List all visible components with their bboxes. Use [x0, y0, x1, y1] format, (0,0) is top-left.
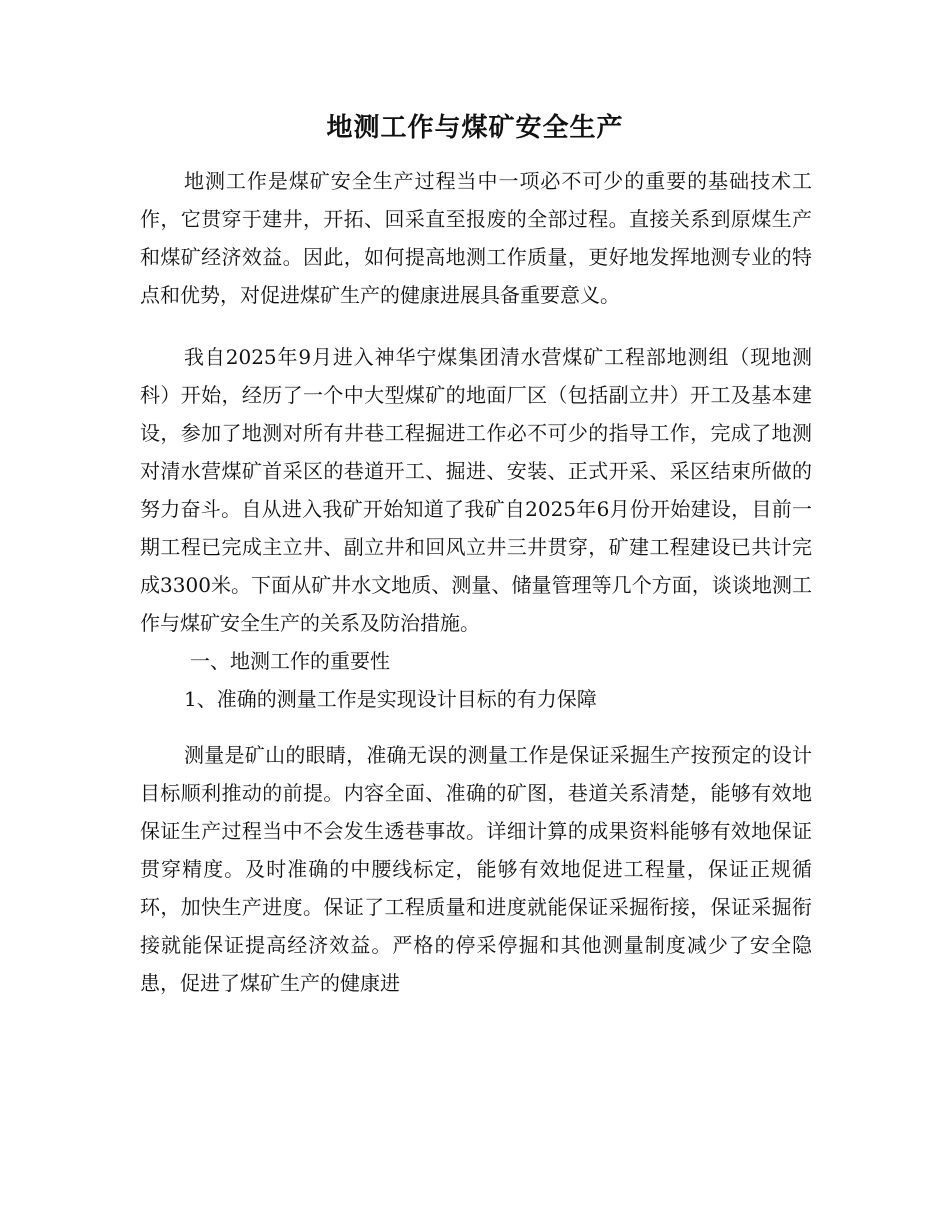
- paragraph-surveying: 测量是矿山的眼睛，准确无误的测量工作是保证采掘生产按预定的设计目标顺利推动的前提。内容全面、准确的矿图，巷道关系清楚，能够有效地保证生产过程当中不会发生透巷事故。详细计算的成果资料能够有效地保证贯穿精度。及时准确的中腰线标定，能够有效地促进工程量，保证正规循环，加快生产进度。保证了工程质量和进度就能保证采掘衔接，保证采掘衔接就能保证提高经济效益。严格的停采停掘和其他测量制度减少了安全隐患，促进了煤矿生产的健康进: [140, 743, 812, 995]
- document-title: 地测工作与煤矿安全生产: [326, 113, 624, 143]
- section-heading: 一、地测工作的重要性: [190, 649, 390, 673]
- paragraph-intro: 地测工作是煤矿安全生产过程当中一项必不可少的重要的基础技术工作，它贯穿于建井，开拓、回采直至报废的全部过程。直接关系到原煤生产和煤矿经济效益。因此，如何提高地测工作质量，更好地发挥地测专业的特点和优势，对促进煤矿生产的健康进展具备重要意义。: [140, 169, 812, 307]
- paragraph-experience: 我自2025年9月进入神华宁煤集团清水营煤矿工程部地测组（现地测科）开始，经历了一个中大型煤矿的地面厂区（包括副立井）开工及基本建设，参加了地测对所有井巷工程掘进工作必不可少的指导工作，完成了地测对清水营煤矿首采区的巷道开工、掘进、安装、正式开采、采区结束所做的努力奋斗。自从进入我矿开始知道了我矿自2025年6月份开始建设，目前一期工程已完成主立井、副立井和回风立井三井贯穿，矿建工程建设已共计完成3300米。下面从矿井水文地质、测量、储量管理等几个方面，谈谈地测工作与煤矿安全生产的关系及防治措施。: [140, 345, 812, 635]
- document-body: [140, 162, 812, 1002]
- subsection-heading: 1、准确的测量工作是实现设计目标的有力保障: [184, 687, 597, 711]
